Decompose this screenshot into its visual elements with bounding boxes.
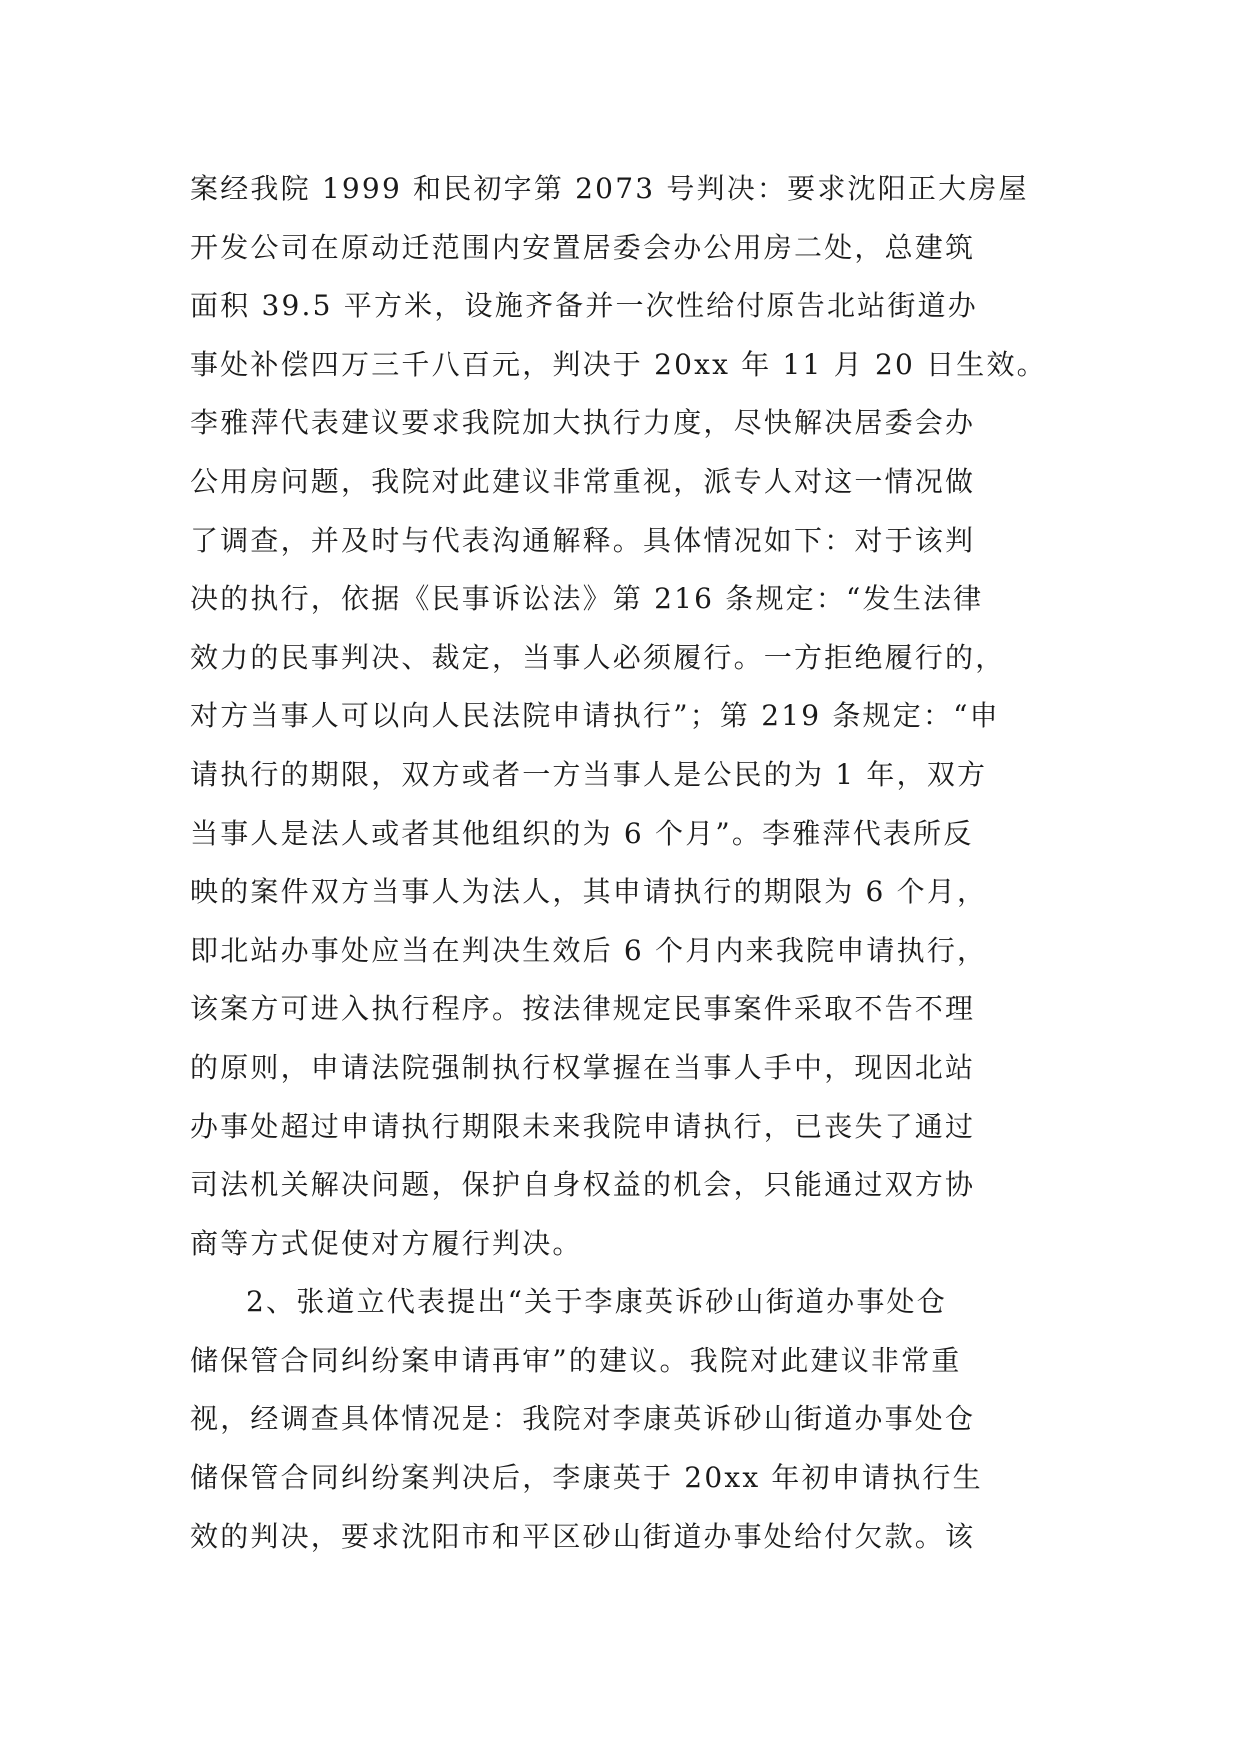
text-line: 该案方可进入执行程序。按法律规定民事案件采取不告不理	[190, 992, 976, 1026]
text-line: 司法机关解决问题，保护自身权益的机会，只能通过双方协	[190, 1168, 976, 1202]
text-line: 案经我院 1999 和民初字第 2073 号判决：要求沈阳正大房屋	[190, 172, 1029, 205]
text-line: 面积 39.5 平方米，设施齐备并一次性给付原告北站街道办	[190, 289, 978, 323]
text-line: 公用房问题，我院对此建议非常重视，派专人对这一情况做	[190, 464, 976, 498]
text-line: 请执行的期限，双方或者一方当事人是公民的为 1 年，双方	[190, 757, 988, 791]
text-line: 效力的民事判决、裁定，当事人必须履行。一方拒绝履行的，	[190, 640, 1006, 674]
text-line: 事处补偿四万三千八百元，判决于 20xx 年 11 月 20 日生效。	[190, 347, 1047, 381]
text-line: 开发公司在原动迁范围内安置居委会办公用房二处，总建筑	[190, 230, 976, 264]
text-line: 2、张道立代表提出“关于李康英诉砂山街道办事处仓	[246, 1285, 947, 1319]
text-line: 李雅萍代表建议要求我院加大执行力度，尽快解决居委会办	[190, 406, 976, 440]
text-line: 决的执行，依据《民事诉讼法》第 216 条规定：“发生法律	[190, 582, 984, 616]
text-line: 储保管合同纠纷案申请再审”的建议。我院对此建议非常重	[190, 1343, 962, 1377]
text-line: 了调查，并及时与代表沟通解释。具体情况如下：对于该判	[190, 523, 976, 557]
text-line: 映的案件双方当事人为法人，其申请执行的期限为 6 个月，	[190, 875, 988, 909]
text-line: 储保管合同纠纷案判决后，李康英于 20xx 年初申请执行生	[190, 1461, 983, 1495]
text-line: 对方当事人可以向人民法院申请执行”；第 219 条规定：“申	[190, 699, 1000, 733]
text-line: 效的判决，要求沈阳市和平区砂山街道办事处给付欠款。该	[190, 1519, 976, 1553]
text-line: 当事人是法人或者其他组织的为 6 个月”。李雅萍代表所反	[190, 816, 974, 850]
text-line: 的原则，申请法院强制执行权掌握在当事人手中，现因北站	[190, 1050, 976, 1084]
text-line: 商等方式促使对方履行判决。	[190, 1226, 583, 1260]
text-line: 视，经调查具体情况是：我院对李康英诉砂山街道办事处仓	[190, 1402, 976, 1436]
text-line: 办事处超过申请执行期限未来我院申请执行，已丧失了通过	[190, 1109, 976, 1143]
text-line: 即北站办事处应当在判决生效后 6 个月内来我院申请执行，	[190, 933, 988, 967]
body-text	[190, 160, 1050, 1566]
